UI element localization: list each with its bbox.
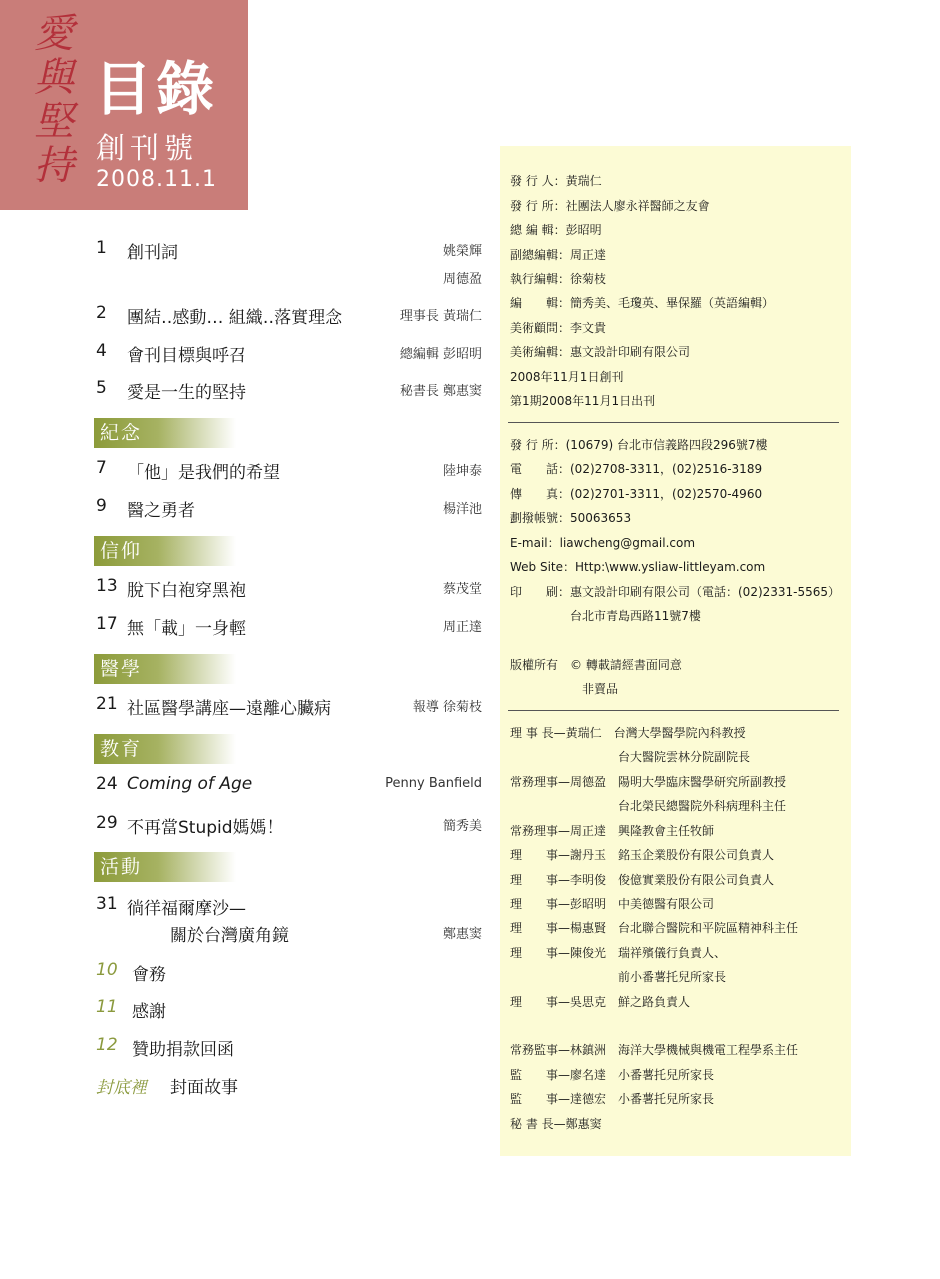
toc-title: 無「載」一身輕	[127, 619, 246, 639]
toc-title: 徜徉福爾摩沙—	[127, 899, 246, 919]
section-header-memorial: 紀念	[94, 418, 236, 448]
toc-entry[interactable]	[96, 774, 482, 800]
toc-title: 團結‥感動… 組織‥落實理念	[127, 308, 343, 328]
slogan-char: 堅	[34, 99, 74, 145]
slogan-char: 愛	[34, 11, 74, 57]
contact-line-email: E-mail：liawcheng@gmail.com	[510, 536, 696, 550]
section-header-activity: 活動	[94, 852, 236, 882]
contact-line: 劃撥帳號：50063653	[510, 511, 632, 525]
issue-date: 2008.11.1	[96, 167, 217, 192]
toc-author: 姚榮輝	[442, 244, 482, 259]
toc-entry[interactable]	[96, 894, 482, 920]
toc-title: 愛是一生的堅持	[127, 383, 246, 403]
board-line: 秘 書 長—鄭惠窦	[510, 1117, 602, 1131]
contact-line: 發 行 所：(10679) 台北市信義路四段296號7樓	[510, 438, 768, 452]
colophon-line: 第1期2008年11月1日出刊	[510, 394, 656, 408]
toc-entry[interactable]	[96, 997, 482, 1023]
toc-page-number: 1	[96, 238, 107, 258]
toc-entry[interactable]	[96, 341, 482, 367]
toc-entry[interactable]	[96, 303, 482, 329]
colophon-line: 美術編輯：惠文設計印刷有限公司	[510, 345, 691, 359]
toc-author: Penny Banfield	[385, 776, 482, 791]
toc-page-number: 2	[96, 303, 107, 323]
board-line: 理 事—彭昭明 中美德醫有限公司	[510, 897, 715, 911]
toc-entry[interactable]	[96, 1073, 482, 1099]
contact-line: 電 話：(02)2708-3311，(02)2516-3189	[510, 462, 763, 476]
toc-author: 鄭惠窦	[442, 927, 482, 942]
colophon-line: 發 行 人：黃瑞仁	[510, 174, 602, 188]
issue-name: 創刊號	[96, 131, 199, 165]
slogan-char: 與	[34, 55, 74, 101]
toc-title: 會刊目標與呼召	[127, 346, 246, 366]
toc-page-number: 21	[96, 694, 118, 714]
board-line: 理 事—陳俊光 瑞祥殯儀行負責人、	[510, 946, 727, 960]
contact-line: 印 刷：惠文設計印刷有限公司（電話：(02)2331-5565）	[510, 585, 841, 599]
toc-entry[interactable]	[96, 378, 482, 404]
board-line: 前小番薯托兒所家長	[510, 970, 727, 984]
board-line: 理 事—謝丹玉 銘玉企業股份有限公司負責人	[510, 848, 775, 862]
slogan-calligraphy	[26, 12, 82, 188]
toc-author: 蔡茂堂	[442, 582, 482, 597]
toc-page-number: 31	[96, 894, 118, 914]
board-line: 台北榮民總醫院外科病理科主任	[510, 799, 787, 813]
toc-title: Coming of Age	[127, 774, 253, 794]
section-header-medicine: 醫學	[94, 654, 236, 684]
toc-entry[interactable]	[96, 576, 482, 602]
divider	[508, 422, 839, 423]
board-line: 常務理事—周德盈 陽明大學臨床醫學研究所副教授	[510, 775, 787, 789]
toc-title: 不再當Stupid媽媽！	[127, 818, 284, 838]
toc-author: 理事長 黃瑞仁	[399, 309, 482, 324]
colophon-line: 執行編輯：徐菊枝	[510, 272, 607, 286]
colophon-line: 總 編 輯：彭昭明	[510, 223, 602, 237]
colophon-line: 副總編輯：周正達	[510, 248, 607, 262]
toc-title: 社區醫學講座—遠離心臟病	[127, 699, 331, 719]
toc-entry[interactable]	[96, 960, 482, 986]
toc-entry[interactable]	[96, 694, 482, 720]
toc-title: 贊助捐款回函	[132, 1040, 234, 1060]
toc-page-number: 24	[96, 774, 118, 794]
toc-author: 秘書長 鄭惠窦	[399, 384, 482, 399]
toc-title: 會務	[132, 965, 166, 985]
toc-title: 關於台灣廣角鏡	[170, 926, 289, 946]
toc-title: 醫之勇者	[127, 501, 195, 521]
toc-entry[interactable]	[96, 238, 482, 264]
colophon-line: 2008年11月1日創刊	[510, 370, 624, 384]
contact-line-website: Web Site：Http:\www.ysliaw-littleyam.com	[510, 560, 766, 574]
toc-author: 總編輯 彭昭明	[399, 347, 482, 362]
colophon-line: 編 輯：簡秀美、毛瓊英、畢保羅（英語編輯）	[510, 296, 775, 310]
colophon-line: 美術顧問：李文貴	[510, 321, 607, 335]
board-line: 理 事—吳思克 鮮之路負責人	[510, 995, 691, 1009]
toc-entry[interactable]	[96, 1035, 482, 1061]
toc-title: 脫下白袍穿黑袍	[127, 581, 246, 601]
toc-author: 周德盈	[442, 272, 482, 287]
toc-entry[interactable]	[96, 813, 482, 839]
toc-entry[interactable]	[96, 496, 482, 522]
copyright-line: 非賣品	[510, 682, 619, 696]
contact-line: 台北市青島西路11號7樓	[510, 609, 701, 623]
board-line: 常務監事—林鎮洲 海洋大學機械與機電工程學系主任	[510, 1043, 799, 1057]
toc-page-number: 10	[96, 960, 118, 980]
toc-author: 報導 徐菊枝	[412, 700, 482, 715]
section-header-faith: 信仰	[94, 536, 236, 566]
toc-page-number: 封底裡	[96, 1078, 147, 1098]
page-title: 目錄	[94, 55, 219, 123]
section-header-education: 教育	[94, 734, 236, 764]
toc-author: 陸坤泰	[442, 464, 482, 479]
board-line: 台大醫院雲林分院副院長	[510, 750, 751, 764]
toc-page-number: 17	[96, 614, 118, 634]
board-line: 理 事 長—黃瑞仁 台灣大學醫學院內科教授	[510, 726, 746, 740]
board-line: 理 事—李明俊 俊億實業股份有限公司負責人	[510, 873, 775, 887]
divider	[508, 710, 839, 711]
toc-page-number: 29	[96, 813, 118, 833]
toc-entry-author-line	[96, 266, 482, 292]
toc-page-number: 13	[96, 576, 118, 596]
board-line: 常務理事—周正達 興隆教會主任牧師	[510, 824, 715, 838]
toc-title: 感謝	[132, 1002, 166, 1022]
contact-line: 傳 真：(02)2701-3311，(02)2570-4960	[510, 487, 763, 501]
toc-title: 封面故事	[170, 1078, 238, 1098]
toc-title: 「他」是我們的希望	[127, 463, 280, 483]
toc-entry[interactable]	[96, 458, 482, 484]
copyright-line: 版權所有 © 轉載請經書面同意	[510, 658, 682, 672]
board-line: 監 事—達德宏 小番薯托兒所家長	[510, 1092, 715, 1106]
toc-entry-continuation[interactable]	[96, 921, 482, 947]
toc-title: 創刊詞	[127, 243, 178, 263]
toc-author: 周正達	[442, 620, 482, 635]
toc-author: 楊洋池	[442, 502, 482, 517]
toc-page-number: 5	[96, 378, 107, 398]
toc-page-number: 7	[96, 458, 107, 478]
board-line: 監 事—廖名達 小番薯托兒所家長	[510, 1068, 715, 1082]
toc-page-number: 9	[96, 496, 107, 516]
toc-page-number: 4	[96, 341, 107, 361]
colophon-line: 發 行 所：社團法人廖永祥醫師之友會	[510, 199, 710, 213]
slogan-char: 持	[34, 143, 74, 189]
toc-author: 簡秀美	[442, 819, 482, 834]
toc-entry[interactable]	[96, 614, 482, 640]
toc-page-number: 12	[96, 1035, 118, 1055]
toc-page-number: 11	[96, 997, 118, 1017]
board-line: 理 事—楊惠賢 台北聯合醫院和平院區精神科主任	[510, 921, 799, 935]
